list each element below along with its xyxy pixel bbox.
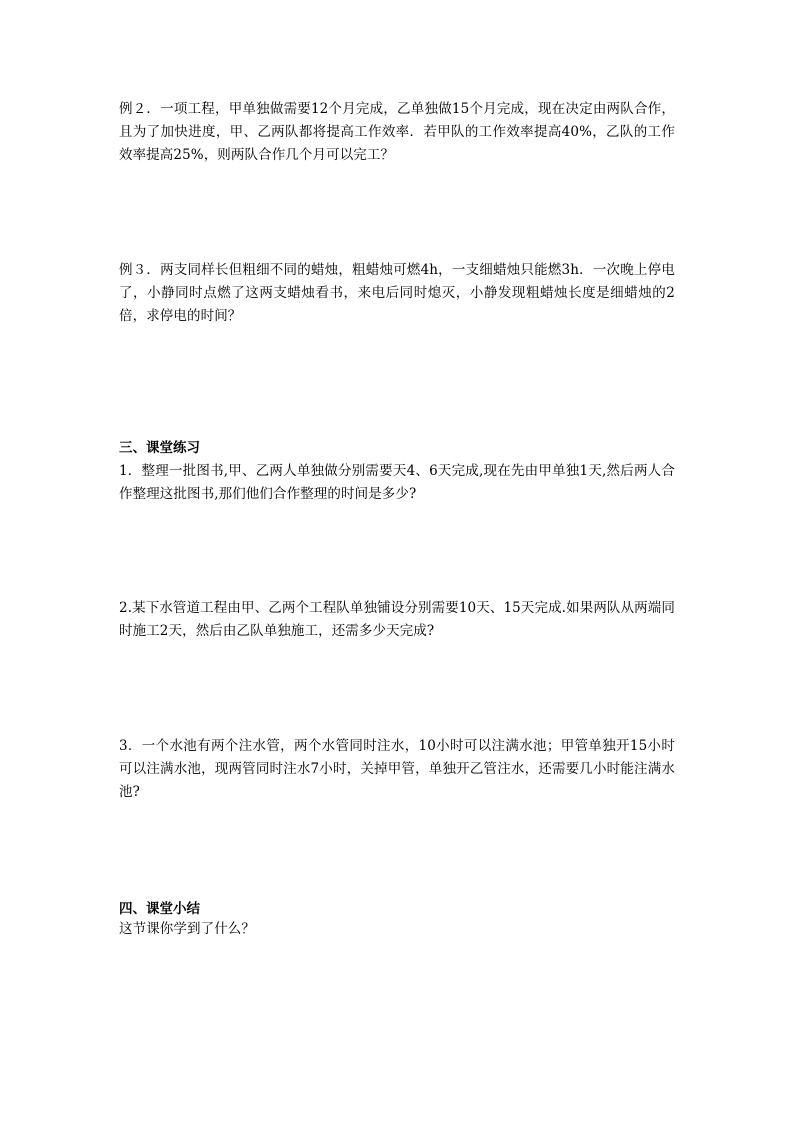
section-4-heading: 四、课堂小结	[119, 901, 200, 917]
section-3-heading: 三、课堂练习	[119, 440, 200, 456]
example-2-paragraph: 例２．一项工程，甲单独做需要12个月完成，乙单独做15个月完成，现在决定由两队合作，且为了加快进度，甲、乙两队都将提高工作效率．若甲队的工作效率提高40%，乙队的工作效率提高25%，则两队合作几个月可以完工？	[119, 101, 675, 163]
exercise-2-paragraph: 2.某下水管道工程由甲、乙两个工程队单独铺设分别需要10天、15天完成.如果两队从两端同时施工2天，然后由乙队单独施工，还需多少天完成?	[119, 600, 675, 639]
summary-question: 这节课你学到了什么？	[119, 921, 255, 937]
exercise-3-paragraph: 3．一个水池有两个注水管，两个水管同时注水，10小时可以注满水池；甲管单独开15小时可以注满水池，现两管同时注水7小时，关掉甲管，单独开乙管注水，还需要几小时能注满水池?	[119, 738, 675, 800]
example-3-paragraph: 例３．两支同样长但粗细不同的蜡烛，粗蜡烛可燃4h，一支细蜡烛只能燃3h．一次晚上停电了，小静同时点燃了这两支蜡烛看书，来电后同时熄灭，小静发现粗蜡烛长度是细蜡烛的2倍，求停电的时间？	[119, 262, 675, 324]
exercise-1-paragraph: 1．整理一批图书,甲、乙两人单独做分别需要天4、6天完成,现在先由甲单独1天,然后两人合作整理这批图书,那们他们合作整理的时间是多少?	[119, 463, 675, 502]
